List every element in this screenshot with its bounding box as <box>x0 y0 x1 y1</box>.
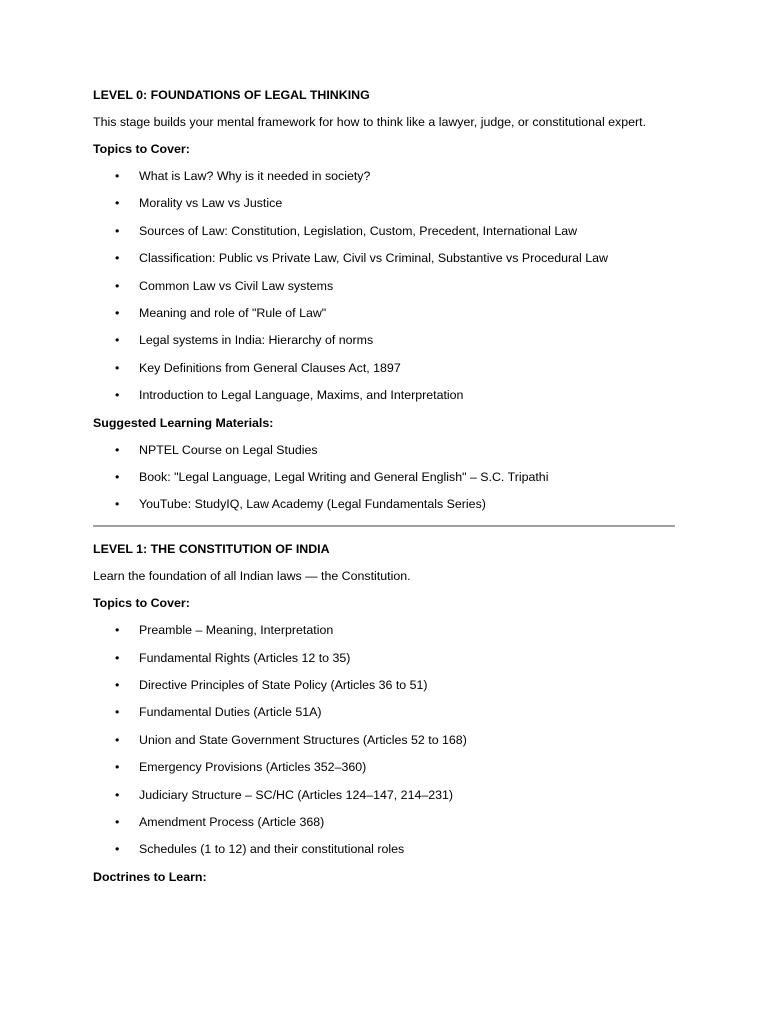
level-0-materials-label: Suggested Learning Materials: <box>93 415 274 430</box>
list-item-text: Preamble – Meaning, Interpretation <box>139 623 334 638</box>
list-item <box>93 195 675 212</box>
list-item <box>93 759 675 776</box>
list-item <box>93 305 675 322</box>
list-item-text: Classification: Public vs Private Law, Civil vs Criminal, Substantive vs Procedural Law <box>139 251 608 266</box>
list-item <box>93 677 675 694</box>
bullet-icon: • <box>115 760 120 775</box>
level-0-intro: This stage builds your mental framework for how to think like a lawyer, judge, or constitutional expert. <box>93 115 647 129</box>
level-1-topics-list <box>93 622 675 858</box>
bullet-icon: • <box>115 732 120 747</box>
level-1-topics-label: Topics to Cover: <box>93 596 190 611</box>
list-item <box>93 650 675 667</box>
bullet-icon: • <box>115 223 120 238</box>
list-item-text: Emergency Provisions (Articles 352–360) <box>139 760 367 775</box>
bullet-icon: • <box>115 623 120 638</box>
bullet-icon: • <box>115 278 120 293</box>
list-item-text: Sources of Law: Constitution, Legislation, Custom, Precedent, International Law <box>139 223 578 238</box>
list-item-text: Legal systems in India: Hierarchy of norms <box>139 333 374 348</box>
list-item-text: Common Law vs Civil Law systems <box>139 278 334 293</box>
list-item <box>93 787 675 804</box>
bullet-icon: • <box>115 305 120 320</box>
list-item-text: Judiciary Structure – SC/HC (Articles 124–147, 214–231) <box>139 787 454 802</box>
list-item <box>93 732 675 749</box>
level-0-topics-label: Topics to Cover: <box>93 142 190 156</box>
list-item <box>93 469 675 486</box>
level-0-topics-list <box>93 168 675 404</box>
list-item <box>93 223 675 240</box>
bullet-icon: • <box>115 678 120 693</box>
list-item-text: Morality vs Law vs Justice <box>139 196 283 211</box>
bullet-icon: • <box>115 196 120 211</box>
bullet-icon: • <box>115 497 120 512</box>
bullet-icon: • <box>115 333 120 348</box>
bullet-icon: • <box>115 787 120 802</box>
list-item <box>93 332 675 349</box>
bullet-icon: • <box>115 251 120 266</box>
level-1-intro: Learn the foundation of all Indian laws — the Constitution. <box>93 569 411 584</box>
list-item-text: What is Law? Why is it needed in society? <box>139 169 371 183</box>
level-0-materials-list <box>93 442 675 514</box>
bullet-icon: • <box>115 469 120 484</box>
list-item-text: Introduction to Legal Language, Maxims, and Interpretation <box>139 388 464 403</box>
document-page <box>93 84 675 896</box>
level-0-heading: LEVEL 0: FOUNDATIONS OF LEGAL THINKING <box>93 88 370 102</box>
list-item-text: Schedules (1 to 12) and their constitutional roles <box>139 842 405 857</box>
list-item <box>93 841 675 858</box>
list-item <box>93 387 675 404</box>
list-item <box>93 814 675 831</box>
bullet-icon: • <box>115 705 120 720</box>
list-item-text: Book: "Legal Language, Legal Writing and General English" – S.C. Tripathi <box>139 469 549 484</box>
list-item-text: Meaning and role of "Rule of Law" <box>139 305 327 320</box>
list-item <box>93 278 675 295</box>
level-1-doctrines-label: Doctrines to Learn: <box>93 869 207 884</box>
list-item <box>93 360 675 377</box>
list-item <box>93 168 675 185</box>
section-divider <box>93 525 675 527</box>
bullet-icon: • <box>115 650 120 665</box>
list-item-text: Amendment Process (Article 368) <box>139 815 325 830</box>
bullet-icon: • <box>115 442 120 457</box>
level-1-heading: LEVEL 1: THE CONSTITUTION OF INDIA <box>93 542 330 557</box>
list-item <box>93 704 675 721</box>
list-item-text: Fundamental Rights (Articles 12 to 35) <box>139 650 351 665</box>
list-item <box>93 496 675 513</box>
list-item <box>93 442 675 459</box>
list-item-text: NPTEL Course on Legal Studies <box>139 442 318 457</box>
bullet-icon: • <box>115 815 120 830</box>
bullet-icon: • <box>115 360 120 375</box>
list-item <box>93 250 675 267</box>
bullet-icon: • <box>115 842 120 857</box>
list-item-text: YouTube: StudyIQ, Law Academy (Legal Fundamentals Series) <box>139 497 486 512</box>
bullet-icon: • <box>115 169 120 183</box>
list-item-text: Key Definitions from General Clauses Act, 1897 <box>139 360 401 375</box>
bullet-icon: • <box>115 388 120 403</box>
list-item-text: Union and State Government Structures (Articles 52 to 168) <box>139 732 467 747</box>
list-item-text: Fundamental Duties (Article 51A) <box>139 705 322 720</box>
list-item <box>93 622 675 639</box>
list-item-text: Directive Principles of State Policy (Articles 36 to 51) <box>139 678 428 693</box>
